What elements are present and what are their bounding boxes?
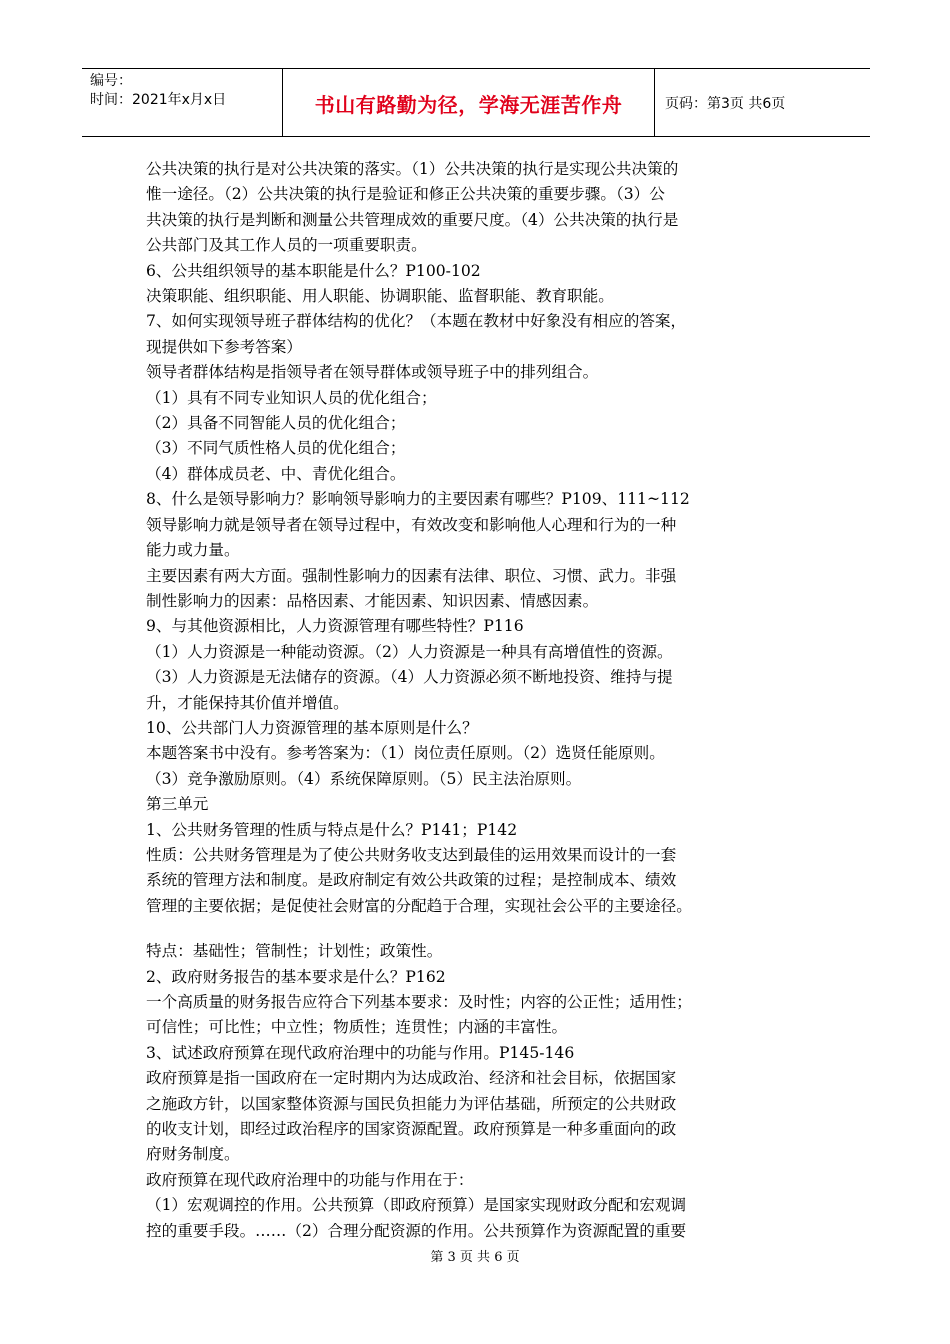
body-line: （1）人力资源是一种能动资源。（2）人力资源是一种具有高增值性的资源。 xyxy=(146,642,673,661)
question-heading: 8、什么是领导影响力？影响领导影响力的主要因素有哪些？P109、111~112 xyxy=(146,490,690,509)
body-line: 领导者群体结构是指领导者在领导群体或领导班子中的排列组合。 xyxy=(146,363,599,382)
body-line: 惟一途径。（2）公共决策的执行是验证和修正公共决策的重要步骤。（3）公 xyxy=(146,185,665,204)
document-number-label: 编号： xyxy=(90,73,132,89)
document-time-label: 时间：2021年x月x日 xyxy=(90,92,227,108)
question-heading: 3、试述政府预算在现代政府治理中的功能与作用。P145-146 xyxy=(146,1043,575,1062)
body-line: 公共决策的执行是对公共决策的落实。（1）公共决策的执行是实现公共决策的 xyxy=(146,160,679,178)
body-line: （3）人力资源是无法储存的资源。（4）人力资源必须不断地投资、维持与提 xyxy=(146,668,673,687)
body-line: 之施政方针，以国家整体资源与国民负担能力为评估基础，所预定的公共财政 xyxy=(146,1094,677,1113)
body-line: 一个高质量的财务报告应符合下列基本要求：及时性；内容的公正性；适用性； xyxy=(146,993,692,1011)
header-motto: 书山有路勤为径，学海无涯苦作舟 xyxy=(283,69,655,136)
question-heading: 7、如何实现领导班子群体结构的优化？（本题在教材中好象没有相应的答案， xyxy=(146,312,687,331)
body-line: 府财务制度。 xyxy=(146,1145,240,1164)
question-heading: 6、公共组织领导的基本职能是什么？P100-102 xyxy=(146,261,481,280)
body-line: （2）具备不同智能人员的优化组合； xyxy=(146,414,406,433)
body-line: 政府预算在现代政府治理中的功能与作用在于： xyxy=(146,1170,474,1189)
question-heading: 10、公共部门人力资源管理的基本原则是什么？ xyxy=(146,718,478,737)
body-line: 公共部门及其工作人员的一项重要职责。 xyxy=(146,236,427,255)
body-line: 能力或力量。 xyxy=(146,541,240,560)
body-line: 管理的主要依据；是促使社会财富的分配趋于合理，实现社会公平的主要途径。 xyxy=(146,896,692,915)
body-line: 领导影响力就是领导者在领导过程中，有效改变和影响他人心理和行为的一种 xyxy=(146,515,677,534)
body-line: 本题答案书中没有。参考答案为：（1）岗位责任原则。（2）选贤任能原则。 xyxy=(146,744,665,763)
section-heading: 第三单元 xyxy=(146,795,209,814)
question-heading: 1、公共财务管理的性质与特点是什么？P141；P142 xyxy=(146,820,518,839)
body-line: 主要因素有两大方面。强制性影响力的因素有法律、职位、习惯、武力。非强 xyxy=(146,566,677,585)
page-header xyxy=(82,68,870,137)
body-line: 特点：基础性；管制性；计划性；政策性。 xyxy=(146,942,443,961)
body-line: （1）具有不同专业知识人员的优化组合； xyxy=(146,388,437,407)
body-line: 控的重要手段。……（2）合理分配资源的作用。公共预算作为资源配置的重要 xyxy=(146,1221,687,1240)
header-page-info: 页码：第3页 共6页 xyxy=(665,95,786,112)
paragraph-gap xyxy=(146,919,810,939)
body-line: （4）群体成员老、中、青优化组合。 xyxy=(146,464,406,483)
body-line: （1）宏观调控的作用。公共预算（即政府预算）是国家实现财政分配和宏观调 xyxy=(146,1196,687,1215)
body-line: （3）竞争激励原则。（4）系统保障原则。（5）民主法治原则。 xyxy=(146,769,582,788)
body-line: （3）不同气质性格人员的优化组合； xyxy=(146,439,406,458)
body-line: 现提供如下参考答案） xyxy=(146,337,302,356)
page-footer: 第 3 页 共 6 页 xyxy=(430,1250,520,1265)
body-line: 共决策的执行是判断和测量公共管理成效的重要尺度。（4）公共决策的执行是 xyxy=(146,210,679,229)
question-heading: 9、与其他资源相比，人力资源管理有哪些特性？P116 xyxy=(146,617,524,636)
body-line: 性质：公共财务管理是为了使公共财务收支达到最佳的运用效果而设计的一套 xyxy=(146,845,677,864)
body-line: 的收支计划，即经过政治程序的国家资源配置。政府预算是一种多重面向的政 xyxy=(146,1120,677,1139)
body-line: 升，才能保持其价值并增值。 xyxy=(146,693,349,712)
document-body xyxy=(146,157,810,1244)
question-heading: 2、政府财务报告的基本要求是什么？P162 xyxy=(146,967,446,986)
body-line: 决策职能、组织职能、用人职能、协调职能、监督职能、教育职能。 xyxy=(146,287,614,306)
body-line: 政府预算是指一国政府在一定时期内为达成政治、经济和社会目标，依据国家 xyxy=(146,1069,677,1088)
body-line: 系统的管理方法和制度。是政府制定有效公共政策的过程；是控制成本、绩效 xyxy=(146,871,677,890)
header-meta-cell xyxy=(82,69,283,136)
body-line: 可信性；可比性；中立性；物质性；连贯性；内涵的丰富性。 xyxy=(146,1018,568,1037)
body-line: 制性影响力的因素：品格因素、才能因素、知识因素、情感因素。 xyxy=(146,591,599,610)
